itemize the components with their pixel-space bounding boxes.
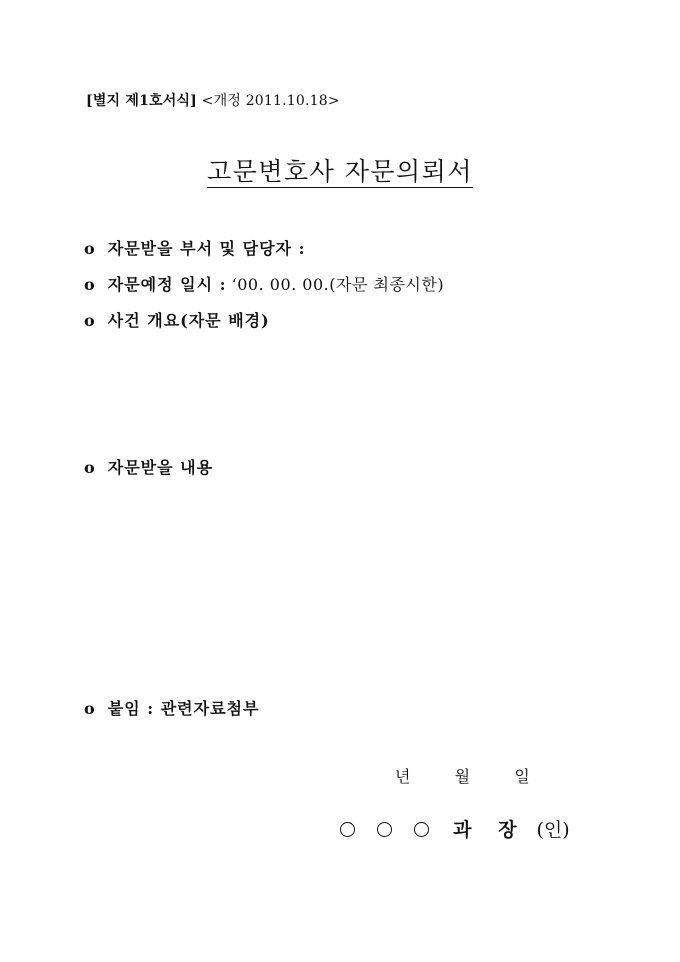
- form-number-line: [86, 90, 340, 110]
- item-consult-content: [84, 455, 213, 478]
- document-title-text: 고문변호사 자문의뢰서: [207, 157, 473, 186]
- placeholder-circle-icon: [377, 822, 392, 837]
- item-label: 사건 개요(자문 배경): [107, 311, 270, 330]
- placeholder-circle-icon: [340, 822, 355, 837]
- item-case-overview: [84, 308, 270, 331]
- item-attachment: [84, 696, 259, 719]
- bullet: o: [84, 458, 95, 477]
- day-label: 일: [514, 767, 530, 786]
- item-value: ‘00. 00. 00.(자문 최종시한): [231, 275, 445, 294]
- placeholder-circle-icon: [414, 822, 429, 837]
- bullet: o: [84, 239, 95, 258]
- item-label: 자문예정 일시 :: [107, 275, 227, 294]
- month-label: 월: [454, 767, 471, 786]
- item-label: 붙임 : 관련자료첨부: [107, 699, 260, 718]
- official-title: 과 장: [453, 819, 527, 841]
- year-label: 년: [395, 767, 411, 786]
- signature-line: [340, 815, 570, 842]
- item-label: 자문받을 내용: [107, 458, 214, 477]
- bullet: o: [84, 699, 95, 718]
- item-label: 자문받을 부서 및 담당자 :: [107, 239, 306, 258]
- document-title: [0, 152, 680, 188]
- seal-mark: (인): [536, 819, 570, 841]
- form-label: [별지 제1호서식]: [86, 93, 198, 109]
- item-department-contact: [84, 236, 306, 259]
- bullet: o: [84, 275, 95, 294]
- item-schedule: [84, 272, 444, 295]
- revision-note: <개정 2011.10.18>: [201, 93, 340, 109]
- bullet: o: [84, 311, 95, 330]
- date-line: [395, 764, 530, 787]
